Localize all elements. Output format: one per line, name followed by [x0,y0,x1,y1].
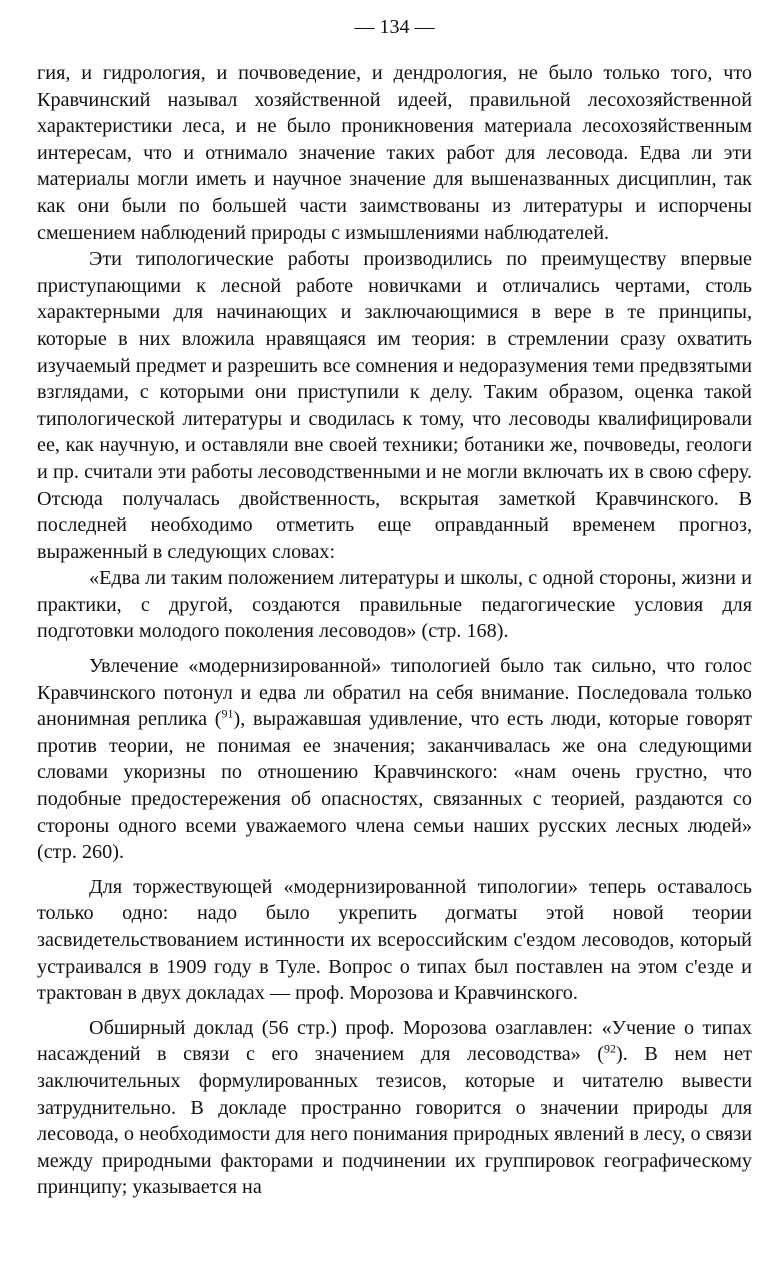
body-text [37,60,752,1201]
paragraph-text: Обширный доклад (56 стр.) проф. Морозова озаглавлен: «Учение о типах насаждений в связи с его значением для лесоводства» ( [37,1016,752,1066]
page-number: — 134 — [354,16,435,38]
paragraph-text: Увлечение «модернизированной» типологией было так сильно, что голос Кравчинского потонул и едва ли обратил на себя внимание. Последовала только анонимная реплика ( [37,655,752,731]
quotation: «Едва ли таким положением литературы и школы, с одной стороны, жизни и практики, с другой, создаются правильные педагогические условия для подготовки молодого поколения лесоводов» (стр. 168). [37,567,752,643]
paragraph-morozov-report [37,1015,752,1201]
footnote-reference: 92 [604,1041,617,1056]
paragraph-text: ). В нем нет заключительных формулированных тезисов, которые и читателю вывести затруднительно. В докладе пространно говорится о значении природы для лесовода, о необходимости для него понимания природных явлений в лесу, о связи между природными факторами и подчинении их группировок географическому принципу; указывается на [37,1043,752,1199]
paragraph-anonymous-reply [37,653,752,866]
paragraph-text: ), выражавшая удивление, что есть люди, которые говорят против теории, не понимая ее значения; заканчивалась же она следующими словами укоризны по отношению Кравчинского: «нам очень грустно, что подобные предостережения об опасностях, связанных с теорией, раздаются со стороны одного всеми уважаемого члена семьи наших русских лесных людей» (стр. 260). [37,708,752,864]
paragraph-continuation: гия, и гидрология, и почвоведение, и дендрология, не было только того, что Кравчинский называл хозяйственной идеей, правильной лесохозяйственной характеристики леса, и не было проникновения материала лесохозяйственным интересам, что и отнимало значение таких работ для лесовода. Едва ли эти материалы могли иметь и научное значение для вышеназванных дисциплин, так как они были по большей части заимствованы из литературы и испорчены смешением наблюдений природы с измышлениями наблюдателей. [37,62,752,244]
paragraph-typological-works: Эти типологические работы производились по преимуществу впервые приступающими к лесной работе новичками и отличались чертами, столь характерными для начинающих и заключающимися в вере в те принципы, которые в них вложила нравящаяся им теория: в стремлении сразу охватить изучаемый предмет и разрешить все сомнения и недоразумения теми предвзятыми взглядами, с которыми они приступили к делу. Таким образом, оценка такой типологической литературы и сводилась к тому, что лесоводы квалифицировали ее, как научную, и оставляли вне своей техники; ботаники же, почвоведы, геологи и пр. считали эти работы лесоводственными и не могли включать их в свою сферу. Отсюда получалась двойственность, вскрытая заметкой Кравчинского. В последней необходимо отметить еще оправданный временем прогноз, выраженный в следующих словах: [37,248,752,563]
paragraph-congress: Для торжествующей «модернизированной типологии» теперь оставалось только одно: надо было укрепить догматы этой новой теории засвидетельствованием истинности их всероссийским с'ездом лесоводов, который устраивался в 1909 году в Туле. Вопрос о типах был поставлен на этом с'езде и трактован в двух докладах — проф. Морозова и Кравчинского. [37,875,752,1005]
footnote-reference: 91 [221,706,234,721]
